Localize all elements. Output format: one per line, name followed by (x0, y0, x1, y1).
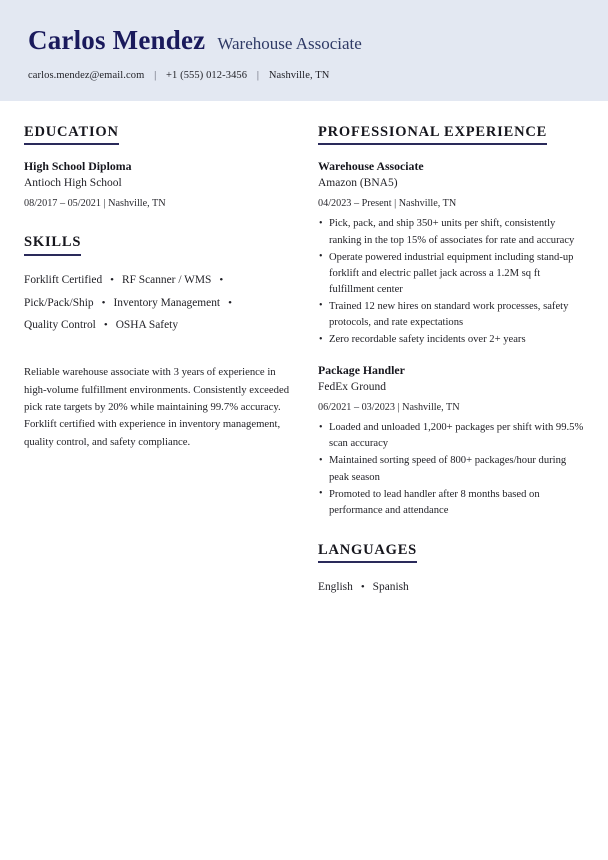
section-languages (318, 541, 586, 599)
section-education (24, 123, 292, 212)
list-separator-dot: • (228, 296, 232, 309)
list-separator-dot: • (360, 581, 365, 594)
experience-bullet: • Loaded and unloaded 1,200+ packages per shift with 99.5% scan accuracy (318, 420, 586, 452)
left-column (24, 123, 292, 451)
skill-item: RF Scanner / WMS (122, 274, 212, 287)
experience-role: Warehouse Associate (318, 159, 424, 174)
experience-bullet: • Pick, pack, and ship 350+ units per shift, consistently ranking in the top 15% of associates for rate and accuracy (318, 216, 586, 248)
resume-body (0, 101, 608, 621)
contact-location: Nashville, TN (268, 69, 330, 81)
education-entry (24, 158, 292, 211)
name-row (28, 26, 580, 56)
resume-header (0, 0, 608, 101)
section-title-education: EDUCATION (24, 124, 119, 146)
language-item: Spanish (372, 581, 409, 594)
education-school: Antioch High School (24, 177, 122, 190)
experience-bullet: • Zero recordable safety incidents over 2+ years (318, 332, 586, 348)
experience-bullet: • Promoted to lead handler after 8 months based on performance and attendance (318, 487, 586, 519)
section-title-skills: SKILLS (24, 234, 81, 256)
education-degree: High School Diploma (24, 159, 132, 174)
contact-line (28, 70, 580, 81)
skill-item: Quality Control (24, 318, 96, 331)
experience-bullet: • Trained 12 new hires on standard work processes, safety protocols, and rate expectations (318, 299, 586, 331)
languages-list (318, 576, 586, 598)
skill-item: Pick/Pack/Ship (24, 296, 94, 309)
experience-bullet-list (318, 216, 586, 348)
experience-bullet: • Maintained sorting speed of 800+ packages/hour during peak season (318, 453, 586, 485)
skill-item: OSHA Safety (115, 318, 179, 331)
skills-list (24, 269, 292, 336)
section-skills (24, 233, 292, 336)
candidate-headline: Warehouse Associate (217, 34, 362, 53)
skill-item: Forklift Certified (24, 274, 103, 287)
contact-email[interactable]: carlos.mendez@email.com (28, 69, 145, 81)
contact-separator: | (256, 69, 260, 81)
experience-company: Amazon (BNA5) (318, 177, 398, 190)
list-separator-dot: • (101, 296, 106, 309)
language-item: English (318, 581, 353, 594)
experience-bullet: • Operate powered industrial equipment including stand-up forklift and electric pallet jack across a 1.2M sq ft fulfillment center (318, 250, 586, 298)
experience-meta: 06/2021 – 03/2023 | Nashville, TN (318, 401, 460, 413)
list-separator-dot: • (103, 318, 108, 331)
professional-summary: Reliable warehouse associate with 3 years of experience in high-volume fulfillment environments. Consistently exceeded pick rate targets by 20% while maintaining 99.7% accuracy. Forklift certified with experience in inventory management, quality control, and safety compliance. (24, 366, 290, 448)
experience-entry (318, 362, 586, 519)
list-separator-dot: • (110, 274, 114, 287)
section-experience (318, 123, 586, 519)
experience-role: Package Handler (318, 363, 405, 378)
experience-company: FedEx Ground (318, 381, 387, 394)
education-entries (24, 158, 292, 211)
experience-bullet-list (318, 420, 586, 519)
right-column (318, 123, 586, 621)
contact-separator: | (154, 69, 157, 81)
experience-meta: 04/2023 – Present | Nashville, TN (318, 198, 457, 210)
experience-entry (318, 158, 586, 348)
skill-item: Inventory Management (113, 296, 221, 309)
section-title-languages: LANGUAGES (318, 542, 417, 564)
list-separator-dot: • (219, 274, 224, 287)
contact-phone[interactable]: +1 (555) 012-3456 (166, 69, 248, 81)
experience-entries (318, 158, 586, 518)
section-title-experience: PROFESSIONAL EXPERIENCE (318, 124, 547, 146)
education-meta: 08/2017 – 05/2021 | Nashville, TN (24, 198, 166, 210)
candidate-name: Carlos Mendez (28, 25, 206, 55)
